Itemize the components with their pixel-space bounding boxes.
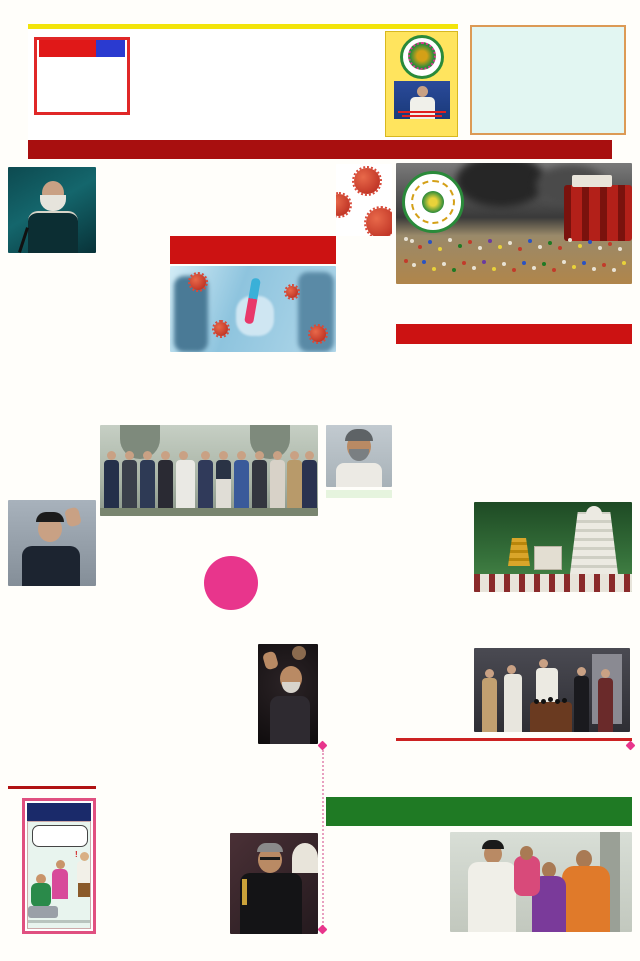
courts-body [326,832,446,932]
divider-diamond [626,741,636,751]
press-conference-photo [474,648,630,732]
lead-headline [98,168,338,238]
courts-subhead-bar [326,797,632,826]
tuni-body [396,349,632,419]
jobs-article-body [8,347,96,495]
journalist-association-emblem [385,31,458,137]
association-ring-logo [400,35,444,79]
reporters-wanted-ad [470,25,626,135]
masthead [28,24,458,147]
jagan-condolence-photo [450,832,632,932]
lead-subhead-bar [170,236,336,264]
association-bird-icon [408,42,436,70]
ap-government-emblem [402,171,464,233]
covid-lab-photo [170,266,336,352]
tirumala-temple-photo [474,502,632,592]
print-color-strip-top [8,2,632,10]
g7-first-time-badge [204,556,258,610]
cartoon-box [22,798,96,934]
rahul-gandhi-photo [326,425,392,487]
logo-hd-text [96,40,125,57]
cartoon-art: ! [27,821,91,929]
xi-jinping-photo [8,500,96,586]
tuni-subhead-bar [396,324,632,344]
lead-body-bottom [100,356,336,420]
rahul-body [326,566,392,756]
column-divider [322,750,324,930]
kamal-haasan-photo [258,644,318,744]
ttd-body-right [474,456,632,498]
modi-photo [8,167,96,253]
tariff-article-body [8,676,96,782]
bills-body-right [230,804,318,830]
print-color-strip-bottom [8,940,632,950]
sk1-news-logo [34,37,130,115]
cartoon-title [27,803,91,821]
g7-leaders-photo [100,425,318,516]
logo-news-text [39,40,96,57]
lead-body-right [340,239,392,419]
bills-body-left [100,804,224,934]
editor-portrait-photo [394,81,450,119]
right-section-rule [396,738,632,741]
virus-art [336,164,392,236]
left-column-rule [8,786,96,789]
parliament-body [396,650,468,734]
tuni-train-fire-photo [396,163,632,284]
cartoon-speech-bubble [32,825,88,847]
governor-ravi-photo [230,833,318,934]
ttd-body-left [396,456,468,594]
kamal-body [100,684,254,746]
rahul-headline [326,490,392,498]
publication-date-bar [28,140,612,159]
